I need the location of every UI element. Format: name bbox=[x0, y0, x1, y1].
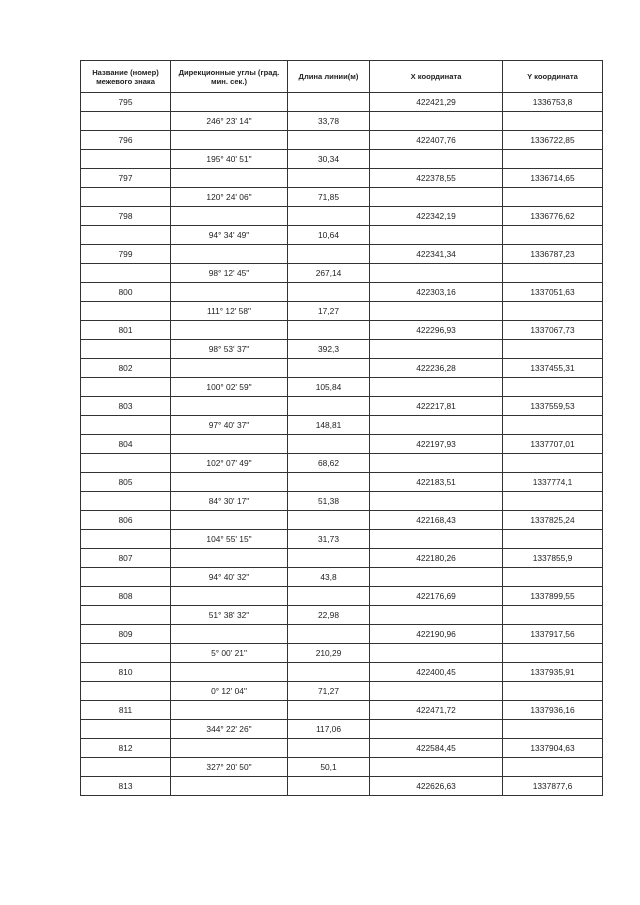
empty-cell bbox=[370, 302, 503, 321]
x-coordinate: 422584,45 bbox=[370, 739, 503, 758]
line-length: 267,14 bbox=[288, 264, 370, 283]
empty-cell bbox=[171, 359, 288, 378]
empty-cell bbox=[370, 454, 503, 473]
y-coordinate: 1337899,55 bbox=[503, 587, 603, 606]
point-name: 801 bbox=[81, 321, 171, 340]
segment-row bbox=[81, 264, 603, 283]
empty-cell bbox=[288, 587, 370, 606]
segment-row bbox=[81, 340, 603, 359]
empty-cell bbox=[171, 587, 288, 606]
empty-cell bbox=[370, 492, 503, 511]
x-coordinate: 422400,45 bbox=[370, 663, 503, 682]
segment-row bbox=[81, 150, 603, 169]
empty-cell bbox=[503, 720, 603, 739]
empty-cell bbox=[288, 625, 370, 644]
empty-cell bbox=[288, 473, 370, 492]
y-coordinate: 1337774,1 bbox=[503, 473, 603, 492]
empty-cell bbox=[288, 169, 370, 188]
x-coordinate: 422341,34 bbox=[370, 245, 503, 264]
x-coordinate: 422407,76 bbox=[370, 131, 503, 150]
empty-cell bbox=[288, 663, 370, 682]
empty-cell bbox=[81, 188, 171, 207]
empty-cell bbox=[171, 435, 288, 454]
point-row bbox=[81, 701, 603, 720]
point-row bbox=[81, 245, 603, 264]
line-length: 71,27 bbox=[288, 682, 370, 701]
segment-row bbox=[81, 454, 603, 473]
x-coordinate: 422217,81 bbox=[370, 397, 503, 416]
segment-row bbox=[81, 378, 603, 397]
point-name: 800 bbox=[81, 283, 171, 302]
empty-cell bbox=[503, 492, 603, 511]
segment-row bbox=[81, 720, 603, 739]
y-coordinate: 1337904,63 bbox=[503, 739, 603, 758]
direction-angle: 94° 34' 49" bbox=[171, 226, 288, 245]
empty-cell bbox=[171, 663, 288, 682]
y-coordinate: 1336722,85 bbox=[503, 131, 603, 150]
direction-angle: 104° 55' 15" bbox=[171, 530, 288, 549]
y-coordinate: 1337855,9 bbox=[503, 549, 603, 568]
empty-cell bbox=[503, 226, 603, 245]
segment-row bbox=[81, 682, 603, 701]
x-coordinate: 422342,19 bbox=[370, 207, 503, 226]
empty-cell bbox=[370, 644, 503, 663]
empty-cell bbox=[370, 378, 503, 397]
line-length: 148,81 bbox=[288, 416, 370, 435]
y-coordinate: 1337051,63 bbox=[503, 283, 603, 302]
empty-cell bbox=[171, 245, 288, 264]
empty-cell bbox=[503, 302, 603, 321]
point-name: 803 bbox=[81, 397, 171, 416]
x-coordinate: 422197,93 bbox=[370, 435, 503, 454]
line-length: 105,84 bbox=[288, 378, 370, 397]
point-name: 804 bbox=[81, 435, 171, 454]
point-name: 807 bbox=[81, 549, 171, 568]
empty-cell bbox=[171, 131, 288, 150]
empty-cell bbox=[503, 682, 603, 701]
empty-cell bbox=[81, 226, 171, 245]
x-coordinate: 422180,26 bbox=[370, 549, 503, 568]
direction-angle: 102° 07' 49" bbox=[171, 454, 288, 473]
direction-angle: 94° 40' 32" bbox=[171, 568, 288, 587]
empty-cell bbox=[503, 454, 603, 473]
empty-cell bbox=[288, 359, 370, 378]
point-row bbox=[81, 587, 603, 606]
empty-cell bbox=[171, 397, 288, 416]
x-coordinate: 422183,51 bbox=[370, 473, 503, 492]
line-length: 210,29 bbox=[288, 644, 370, 663]
point-row bbox=[81, 321, 603, 340]
y-coordinate: 1337825,24 bbox=[503, 511, 603, 530]
empty-cell bbox=[288, 397, 370, 416]
x-coordinate: 422303,16 bbox=[370, 283, 503, 302]
segment-row bbox=[81, 758, 603, 777]
direction-angle: 97° 40' 37" bbox=[171, 416, 288, 435]
empty-cell bbox=[171, 701, 288, 720]
empty-cell bbox=[370, 264, 503, 283]
header-x: X координата bbox=[370, 61, 503, 93]
empty-cell bbox=[81, 644, 171, 663]
line-length: 17,27 bbox=[288, 302, 370, 321]
empty-cell bbox=[370, 150, 503, 169]
y-coordinate: 1337067,73 bbox=[503, 321, 603, 340]
empty-cell bbox=[81, 150, 171, 169]
empty-cell bbox=[503, 188, 603, 207]
line-length: 33,78 bbox=[288, 112, 370, 131]
y-coordinate: 1336787,23 bbox=[503, 245, 603, 264]
empty-cell bbox=[81, 416, 171, 435]
direction-angle: 51° 38' 32" bbox=[171, 606, 288, 625]
empty-cell bbox=[503, 112, 603, 131]
y-coordinate: 1337455,31 bbox=[503, 359, 603, 378]
empty-cell bbox=[171, 169, 288, 188]
empty-cell bbox=[81, 606, 171, 625]
segment-row bbox=[81, 112, 603, 131]
direction-angle: 120° 24' 06" bbox=[171, 188, 288, 207]
x-coordinate: 422176,69 bbox=[370, 587, 503, 606]
direction-angle: 195° 40' 51" bbox=[171, 150, 288, 169]
line-length: 71,85 bbox=[288, 188, 370, 207]
empty-cell bbox=[171, 739, 288, 758]
segment-row bbox=[81, 188, 603, 207]
y-coordinate: 1336776,62 bbox=[503, 207, 603, 226]
point-name: 810 bbox=[81, 663, 171, 682]
empty-cell bbox=[81, 492, 171, 511]
direction-angle: 0° 12' 04" bbox=[171, 682, 288, 701]
empty-cell bbox=[81, 378, 171, 397]
empty-cell bbox=[171, 625, 288, 644]
x-coordinate: 422378,55 bbox=[370, 169, 503, 188]
empty-cell bbox=[288, 283, 370, 302]
point-name: 812 bbox=[81, 739, 171, 758]
empty-cell bbox=[503, 264, 603, 283]
direction-angle: 327° 20' 50" bbox=[171, 758, 288, 777]
header-name: Название (номер) межевого знака bbox=[81, 61, 171, 93]
line-length: 22,98 bbox=[288, 606, 370, 625]
empty-cell bbox=[288, 131, 370, 150]
header-angle: Дирекционные углы (град. мин. сек.) bbox=[171, 61, 288, 93]
empty-cell bbox=[171, 511, 288, 530]
point-name: 805 bbox=[81, 473, 171, 492]
x-coordinate: 422296,93 bbox=[370, 321, 503, 340]
empty-cell bbox=[288, 739, 370, 758]
point-row bbox=[81, 511, 603, 530]
x-coordinate: 422168,43 bbox=[370, 511, 503, 530]
empty-cell bbox=[81, 112, 171, 131]
direction-angle: 344° 22' 26" bbox=[171, 720, 288, 739]
line-length: 43,8 bbox=[288, 568, 370, 587]
point-name: 795 bbox=[81, 93, 171, 112]
empty-cell bbox=[503, 150, 603, 169]
empty-cell bbox=[81, 758, 171, 777]
empty-cell bbox=[288, 435, 370, 454]
empty-cell bbox=[370, 568, 503, 587]
point-name: 813 bbox=[81, 777, 171, 796]
table-body bbox=[81, 93, 603, 796]
point-name: 797 bbox=[81, 169, 171, 188]
direction-angle: 5° 00' 21" bbox=[171, 644, 288, 663]
y-coordinate: 1337935,91 bbox=[503, 663, 603, 682]
y-coordinate: 1337559,53 bbox=[503, 397, 603, 416]
point-name: 798 bbox=[81, 207, 171, 226]
line-length: 31,73 bbox=[288, 530, 370, 549]
point-name: 796 bbox=[81, 131, 171, 150]
point-name: 806 bbox=[81, 511, 171, 530]
empty-cell bbox=[503, 416, 603, 435]
empty-cell bbox=[171, 207, 288, 226]
point-row bbox=[81, 739, 603, 758]
x-coordinate: 422421,29 bbox=[370, 93, 503, 112]
empty-cell bbox=[171, 549, 288, 568]
direction-angle: 111° 12' 58" bbox=[171, 302, 288, 321]
x-coordinate: 422471,72 bbox=[370, 701, 503, 720]
empty-cell bbox=[503, 378, 603, 397]
point-row bbox=[81, 207, 603, 226]
segment-row bbox=[81, 530, 603, 549]
point-row bbox=[81, 663, 603, 682]
segment-row bbox=[81, 644, 603, 663]
direction-angle: 100° 02' 59" bbox=[171, 378, 288, 397]
line-length: 392,3 bbox=[288, 340, 370, 359]
point-row bbox=[81, 473, 603, 492]
coordinates-table bbox=[80, 60, 603, 796]
point-row bbox=[81, 131, 603, 150]
y-coordinate: 1336714,65 bbox=[503, 169, 603, 188]
empty-cell bbox=[171, 473, 288, 492]
point-row bbox=[81, 625, 603, 644]
direction-angle: 98° 53' 37" bbox=[171, 340, 288, 359]
empty-cell bbox=[503, 606, 603, 625]
empty-cell bbox=[288, 321, 370, 340]
empty-cell bbox=[81, 530, 171, 549]
x-coordinate: 422190,96 bbox=[370, 625, 503, 644]
empty-cell bbox=[370, 226, 503, 245]
x-coordinate: 422236,28 bbox=[370, 359, 503, 378]
y-coordinate: 1336753,8 bbox=[503, 93, 603, 112]
header-length: Длина линии(м) bbox=[288, 61, 370, 93]
empty-cell bbox=[370, 416, 503, 435]
segment-row bbox=[81, 568, 603, 587]
empty-cell bbox=[81, 340, 171, 359]
y-coordinate: 1337917,56 bbox=[503, 625, 603, 644]
empty-cell bbox=[288, 93, 370, 112]
point-row bbox=[81, 169, 603, 188]
empty-cell bbox=[370, 720, 503, 739]
point-row bbox=[81, 549, 603, 568]
segment-row bbox=[81, 226, 603, 245]
empty-cell bbox=[370, 112, 503, 131]
point-name: 809 bbox=[81, 625, 171, 644]
x-coordinate: 422626,63 bbox=[370, 777, 503, 796]
line-length: 117,06 bbox=[288, 720, 370, 739]
empty-cell bbox=[370, 188, 503, 207]
point-row bbox=[81, 777, 603, 796]
line-length: 30,34 bbox=[288, 150, 370, 169]
y-coordinate: 1337707,01 bbox=[503, 435, 603, 454]
empty-cell bbox=[81, 720, 171, 739]
empty-cell bbox=[171, 93, 288, 112]
empty-cell bbox=[288, 511, 370, 530]
y-coordinate: 1337936,16 bbox=[503, 701, 603, 720]
point-name: 811 bbox=[81, 701, 171, 720]
point-name: 808 bbox=[81, 587, 171, 606]
empty-cell bbox=[81, 568, 171, 587]
empty-cell bbox=[81, 264, 171, 283]
empty-cell bbox=[370, 682, 503, 701]
empty-cell bbox=[81, 682, 171, 701]
empty-cell bbox=[370, 530, 503, 549]
line-length: 10,64 bbox=[288, 226, 370, 245]
direction-angle: 246° 23' 14" bbox=[171, 112, 288, 131]
empty-cell bbox=[503, 644, 603, 663]
empty-cell bbox=[370, 758, 503, 777]
direction-angle: 84° 30' 17" bbox=[171, 492, 288, 511]
empty-cell bbox=[288, 777, 370, 796]
header-y: Y координата bbox=[503, 61, 603, 93]
line-length: 68,62 bbox=[288, 454, 370, 473]
empty-cell bbox=[370, 606, 503, 625]
empty-cell bbox=[288, 549, 370, 568]
point-row bbox=[81, 93, 603, 112]
empty-cell bbox=[503, 530, 603, 549]
segment-row bbox=[81, 302, 603, 321]
point-row bbox=[81, 283, 603, 302]
empty-cell bbox=[288, 701, 370, 720]
empty-cell bbox=[81, 454, 171, 473]
empty-cell bbox=[503, 568, 603, 587]
empty-cell bbox=[288, 207, 370, 226]
line-length: 50,1 bbox=[288, 758, 370, 777]
empty-cell bbox=[171, 283, 288, 302]
point-name: 802 bbox=[81, 359, 171, 378]
empty-cell bbox=[503, 758, 603, 777]
segment-row bbox=[81, 606, 603, 625]
segment-row bbox=[81, 416, 603, 435]
empty-cell bbox=[81, 302, 171, 321]
point-row bbox=[81, 359, 603, 378]
y-coordinate: 1337877,6 bbox=[503, 777, 603, 796]
empty-cell bbox=[503, 340, 603, 359]
point-name: 799 bbox=[81, 245, 171, 264]
empty-cell bbox=[370, 340, 503, 359]
segment-row bbox=[81, 492, 603, 511]
direction-angle: 98° 12' 45" bbox=[171, 264, 288, 283]
header-row bbox=[81, 61, 603, 93]
empty-cell bbox=[171, 321, 288, 340]
empty-cell bbox=[288, 245, 370, 264]
point-row bbox=[81, 435, 603, 454]
point-row bbox=[81, 397, 603, 416]
empty-cell bbox=[171, 777, 288, 796]
line-length: 51,38 bbox=[288, 492, 370, 511]
